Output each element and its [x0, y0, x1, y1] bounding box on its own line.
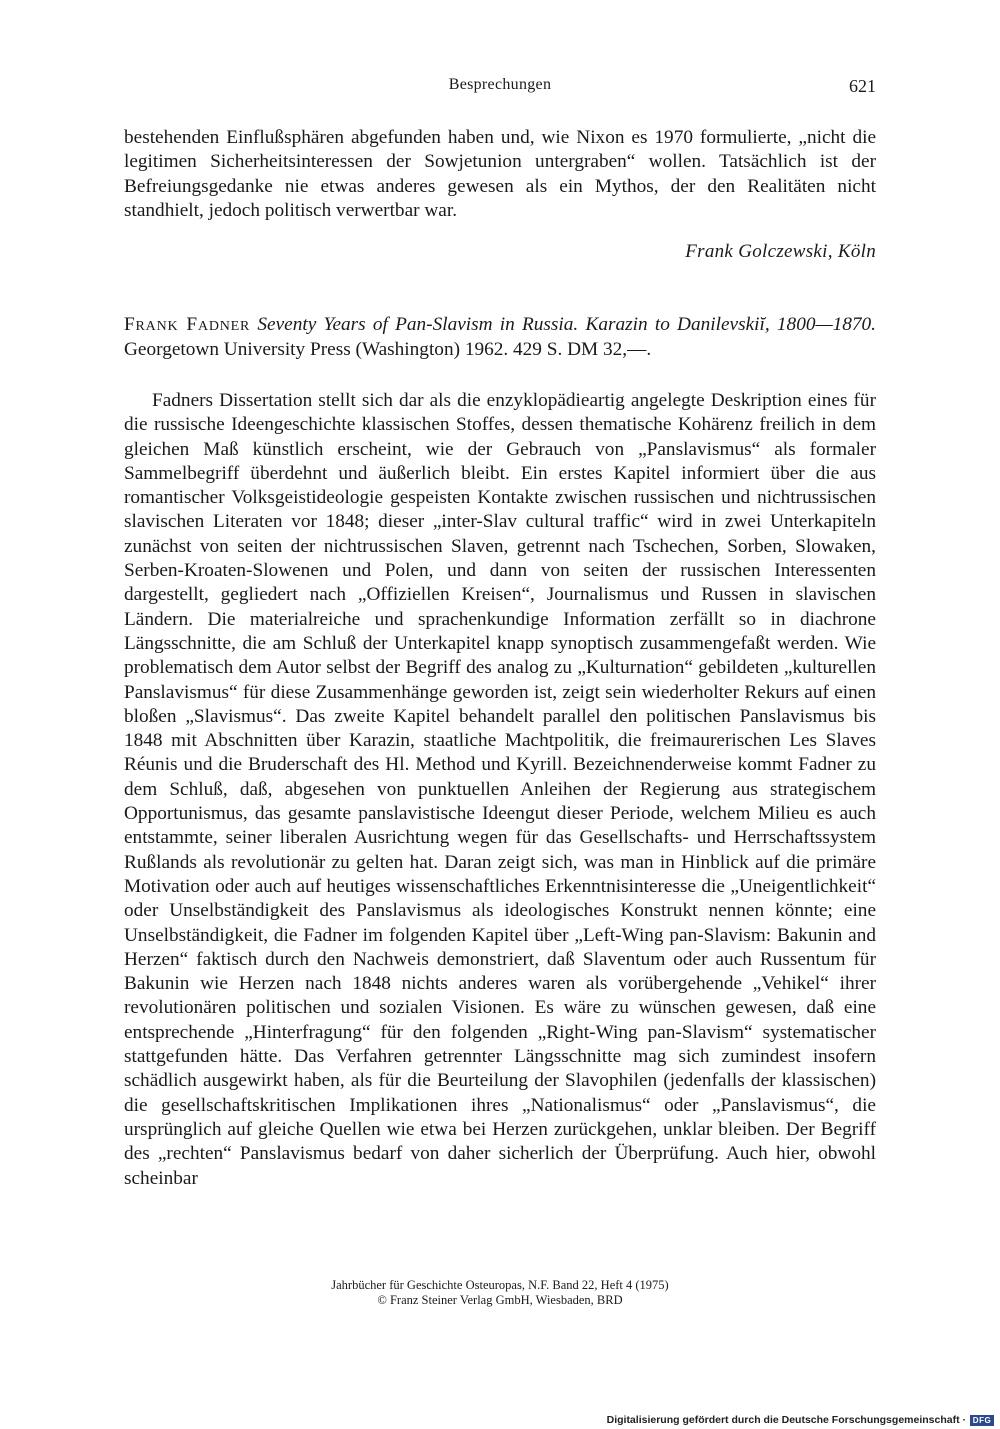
book-author: Frank Fadner — [124, 314, 251, 335]
copyright-line: © Franz Steiner Verlag GmbH, Wiesbaden, BRD — [377, 1293, 623, 1307]
digitization-banner — [607, 1413, 994, 1427]
bibliographic-entry — [124, 313, 876, 362]
journal-citation: Jahrbücher für Geschichte Osteuropas, N.F. Band 22, Heft 4 (1975) — [331, 1278, 669, 1292]
review-paragraph: Fadners Dissertation stellt sich dar als die enzyklopädieartig angelegte Deskription eines für die russische Ideengeschichte klassischen Stoffes, dessen thematische Kohärenz freilich in dem gleichen Maß künstlich erscheint, wie der Gebrauch von „Panslavismus“ als formaler Sammelbegriff überdehnt und äußerlich bleibt. Ein erstes Kapitel informiert über die aus romantischer Volksgeistideologie gespeisten Kontakte zwischen russischen und nichtrussischen slavischen Literaten vor 1848; dieser „inter-Slav cultural traffic“ wird in zwei Unterkapiteln zunächst von seiten der nichtrussischen Slaven, getrennt nach Tschechen, Sorben, Slowaken, Serben-Kroaten-Slowenen und Polen, und dann von seiten der russischen Interessenten dargestellt, gegliedert nach „Offiziellen Kreisen“, Journalismus und Russen in slavischen Ländern. Die materialreiche und sprachenkundige Information zerfällt so in diachrone Längsschnitte, die am Schluß der Unterkapitel knapp synoptisch zusammengefaßt werden. Wie problematisch dem Autor selbst der Begriff des analog zu „Kulturnation“ gebildeten „kulturellen Panslavismus“ für diese Zusammenhänge geworden ist, zeigt sein wiederholter Rekurs auf einen bloßen „Slavismus“. Das zweite Kapitel behandelt parallel den politischen Panslavismus bis 1848 mit Abschnitten über Karazin, staatliche Machtpolitik, die freimaurerischen Les Slaves Réunis und die Bruderschaft des Hl. Method und Kyrill. Bezeichnenderweise kommt Fadner zu dem Schluß, daß, abgesehen von punktuellen Anleihen der Regierung aus strategischem Opportunismus, das gesamte panslavistische Ideengut dieser Periode, welchem Milieu es auch entstammte, seiner liberalen Ausrichtung wegen für das Gesellschafts- und Herrschaftssystem Rußlands als revolutionär zu gelten hat. Daran zeigt sich, was man in Hinblick auf die primäre Motivation oder auch auf heutiges wissenschaftliches Erkenntnisinteresse die „Uneigentlichkeit“ oder Unselbständigkeit des Panslavismus als ideologisches Konstrukt nennen könnte; eine Unselbständigkeit, die Fadner im folgenden Kapitel über „Left-Wing pan-Slavism: Bakunin and Herzen“ faktisch durch den Nachweis demonstriert, daß Slaventum oder auch Russentum für Bakunin wie Herzen nach 1848 nichts anderes waren als vorübergehende „Vehikel“ ihrer revolutionären politischen und sozialen Visionen. Es wäre zu wünschen gewesen, daß eine entsprechende „Hinterfragung“ für den folgenden „Right-Wing pan-Slavism“ systematischer stattgefunden hätte. Das Verfahren getrennter Längsschnitte mag sich zumindest insofern schädlich ausgewirkt haben, als für die Beurteilung der Slavophilen (jedenfalls der klassischen) die gesellschaftskritischen Implikationen ihres „Nationalismus“ oder „Panslavismus“, die ursprünglich auf gleiche Quellen wie etwa bei Herzen zurückgehen, unklar bleiben. Der Begriff des „rechten“ Panslavismus bedarf von daher sicherlich der Überprüfung. Auch hier, obwohl scheinbar — [124, 390, 876, 1189]
reviewer-signature: Frank Golczewski, Köln — [685, 241, 876, 262]
book-title: Seventy Years of Pan-Slavism in Russia. Karazin to Danilevskiĭ, 1800—1870. — [257, 314, 876, 335]
running-title: Besprechungen — [448, 76, 552, 93]
journal-footer — [124, 1278, 876, 1308]
publication-details: Georgetown University Press (Washington) 1962. 429 S. DM 32,—. — [124, 338, 652, 360]
previous-review-paragraph: bestehenden Einflußsphären abgefunden haben und, wie Nixon es 1970 formulierte, „nicht die legitimen Sicherheitsinteressen der Sowjetunion untergraben“ wollen. Tatsächlich ist der Befreiungsgedanke nie etwas anderes gewesen als ein Mythos, der den Realitäten nicht standhielt, jedoch politisch verwertbar war. — [124, 127, 876, 221]
previous-review-ending — [124, 126, 876, 223]
digitization-notice: Digitalisierung gefördert durch die Deutsche Forschungsgemeinschaft · — [606, 1414, 966, 1426]
running-header — [124, 76, 876, 102]
dfg-logo-icon: DFG — [970, 1415, 994, 1426]
page-number: 621 — [849, 76, 876, 96]
review-body — [124, 389, 876, 1191]
